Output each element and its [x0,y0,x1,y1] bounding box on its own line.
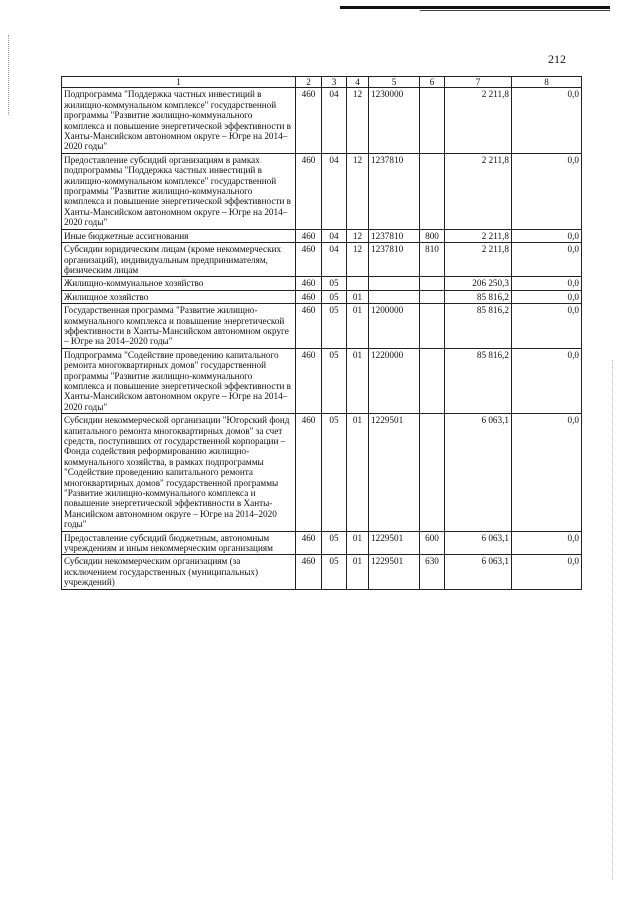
table-body [62,88,582,589]
row-name: Предоставление субсидий бюджетным, автономным учреждениям и иным некоммерческим организациям [62,531,296,555]
row-sum: 6 063,1 [445,555,512,589]
row-csr: 1230000 [369,88,420,153]
header-cell: 1 [62,77,296,88]
table-row [62,277,582,290]
row-pr: 12 [347,229,369,242]
row-rz: 05 [322,290,347,303]
row-sum: 85 816,2 [445,290,512,303]
table-row [62,88,582,153]
row-pr: 12 [347,243,369,277]
row-pr: 01 [347,304,369,349]
row-extra: 0,0 [512,414,582,531]
header-cell: 6 [420,77,445,88]
table-row [62,304,582,349]
row-csr: 1229501 [369,555,420,589]
table-row [62,555,582,589]
row-vr [420,348,445,413]
row-rz: 05 [322,304,347,349]
row-ved: 460 [296,277,322,290]
row-rz: 05 [322,555,347,589]
row-vr [420,290,445,303]
row-pr [347,277,369,290]
row-extra: 0,0 [512,243,582,277]
row-csr: 1229501 [369,414,420,531]
row-vr: 630 [420,555,445,589]
row-sum: 2 211,8 [445,229,512,242]
scan-margin-mark-right [612,360,613,880]
row-extra: 0,0 [512,290,582,303]
row-rz: 04 [322,88,347,153]
row-rz: 05 [322,414,347,531]
row-rz: 05 [322,348,347,413]
row-vr [420,88,445,153]
row-name: Предоставление субсидий организациям в рамках подпрограммы "Поддержка частных инвестиций в жилищно-коммунальном комплексе" государственной программы "Развитие жилищно-коммунального комплекса и повышение энергетической эффективности в Ханты-Мансийском автономном округе – Югре на 2014–2020 годы" [62,153,296,229]
row-pr: 01 [347,555,369,589]
row-rz: 05 [322,277,347,290]
table-row [62,153,582,229]
row-rz: 04 [322,153,347,229]
row-csr: 1220000 [369,348,420,413]
header-cell: 4 [347,77,369,88]
row-sum: 2 211,8 [445,153,512,229]
row-vr: 810 [420,243,445,277]
row-vr: 800 [420,229,445,242]
row-csr: 1237810 [369,243,420,277]
row-csr: 1237810 [369,229,420,242]
row-pr: 01 [347,414,369,531]
scan-top-rule [340,6,610,9]
row-sum: 2 211,8 [445,88,512,153]
row-pr: 12 [347,88,369,153]
row-name: Субсидии некоммерческим организациям (за исключением государственных (муниципальных) учреждений) [62,555,296,589]
row-vr [420,304,445,349]
row-csr: 1237810 [369,153,420,229]
row-ved: 460 [296,414,322,531]
row-ved: 460 [296,304,322,349]
row-sum: 85 816,2 [445,304,512,349]
row-name: Субсидии юридическим лицам (кроме некоммерческих организаций), индивидуальным предпринимателям, физическим лицам [62,243,296,277]
row-name: Жилищно-коммунальное хозяйство [62,277,296,290]
row-ved: 460 [296,348,322,413]
row-ved: 460 [296,153,322,229]
row-rz: 05 [322,531,347,555]
row-csr [369,277,420,290]
row-extra: 0,0 [512,304,582,349]
row-name: Подпрограмма "Поддержка частных инвестиций в жилищно-коммунальном комплексе" государственной программы "Развитие жилищно-коммунального комплекса и повышение энергетической эффективности в Ханты-Мансийском автономном округе – Югре на 2014–2020 годы" [62,88,296,153]
table-row [62,229,582,242]
row-ved: 460 [296,290,322,303]
table-row [62,414,582,531]
row-sum: 206 250,3 [445,277,512,290]
row-name: Государственная программа "Развитие жилищно-коммунального комплекса и повышение энергетической эффективности в Ханты-Мансийском автономном округе – Югре на 2014–2020 годы" [62,304,296,349]
row-ved: 460 [296,88,322,153]
row-sum: 6 063,1 [445,414,512,531]
row-name: Подпрограмма "Содействие проведению капитального ремонта многоквартирных домов" государственной программы "Развитие жилищно-коммунального комплекса и повышение энергетической эффективности в Ханты-Мансийском автономном округе – Югре на 2014–2020 годы" [62,348,296,413]
row-vr [420,153,445,229]
row-sum: 85 816,2 [445,348,512,413]
row-rz: 04 [322,229,347,242]
row-extra: 0,0 [512,555,582,589]
row-sum: 6 063,1 [445,531,512,555]
row-extra: 0,0 [512,348,582,413]
row-csr: 1200000 [369,304,420,349]
row-ved: 460 [296,229,322,242]
row-ved: 460 [296,243,322,277]
row-vr [420,414,445,531]
row-pr: 01 [347,290,369,303]
row-vr [420,277,445,290]
table-row [62,348,582,413]
header-cell: 5 [369,77,420,88]
scan-top-rule-thin [420,10,610,11]
row-pr: 01 [347,531,369,555]
row-csr [369,290,420,303]
row-rz: 04 [322,243,347,277]
scan-margin-mark [8,35,9,115]
row-ved: 460 [296,531,322,555]
header-cell: 7 [445,77,512,88]
row-extra: 0,0 [512,277,582,290]
table-row [62,531,582,555]
row-ved: 460 [296,555,322,589]
row-extra: 0,0 [512,531,582,555]
budget-table [61,76,582,590]
header-cell: 8 [512,77,582,88]
row-extra: 0,0 [512,88,582,153]
row-csr: 1229501 [369,531,420,555]
row-extra: 0,0 [512,229,582,242]
table-row [62,290,582,303]
row-pr: 01 [347,348,369,413]
row-extra: 0,0 [512,153,582,229]
row-name: Субсидии некоммерческой организации "Югорский фонд капитального ремонта многоквартирных домов" за счет средств, поступивших от государственной корпорации – Фонда содействия реформированию жилищно-коммунального хозяйства, в рамках подпрограммы "Содействие проведению капитального ремонта многоквартирных домов" государственной программы "Развитие жилищно-коммунального комплекса и повышение энергетической эффективности в Ханты-Мансийском автономном округе – Югре на 2014–2020 годы" [62,414,296,531]
row-name: Иные бюджетные ассигнования [62,229,296,242]
table-row [62,243,582,277]
table-header-row [62,77,582,88]
header-cell: 2 [296,77,322,88]
row-pr: 12 [347,153,369,229]
header-cell: 3 [322,77,347,88]
page-number: 212 [548,52,566,66]
row-sum: 2 211,8 [445,243,512,277]
row-vr: 600 [420,531,445,555]
row-name: Жилищное хозяйство [62,290,296,303]
